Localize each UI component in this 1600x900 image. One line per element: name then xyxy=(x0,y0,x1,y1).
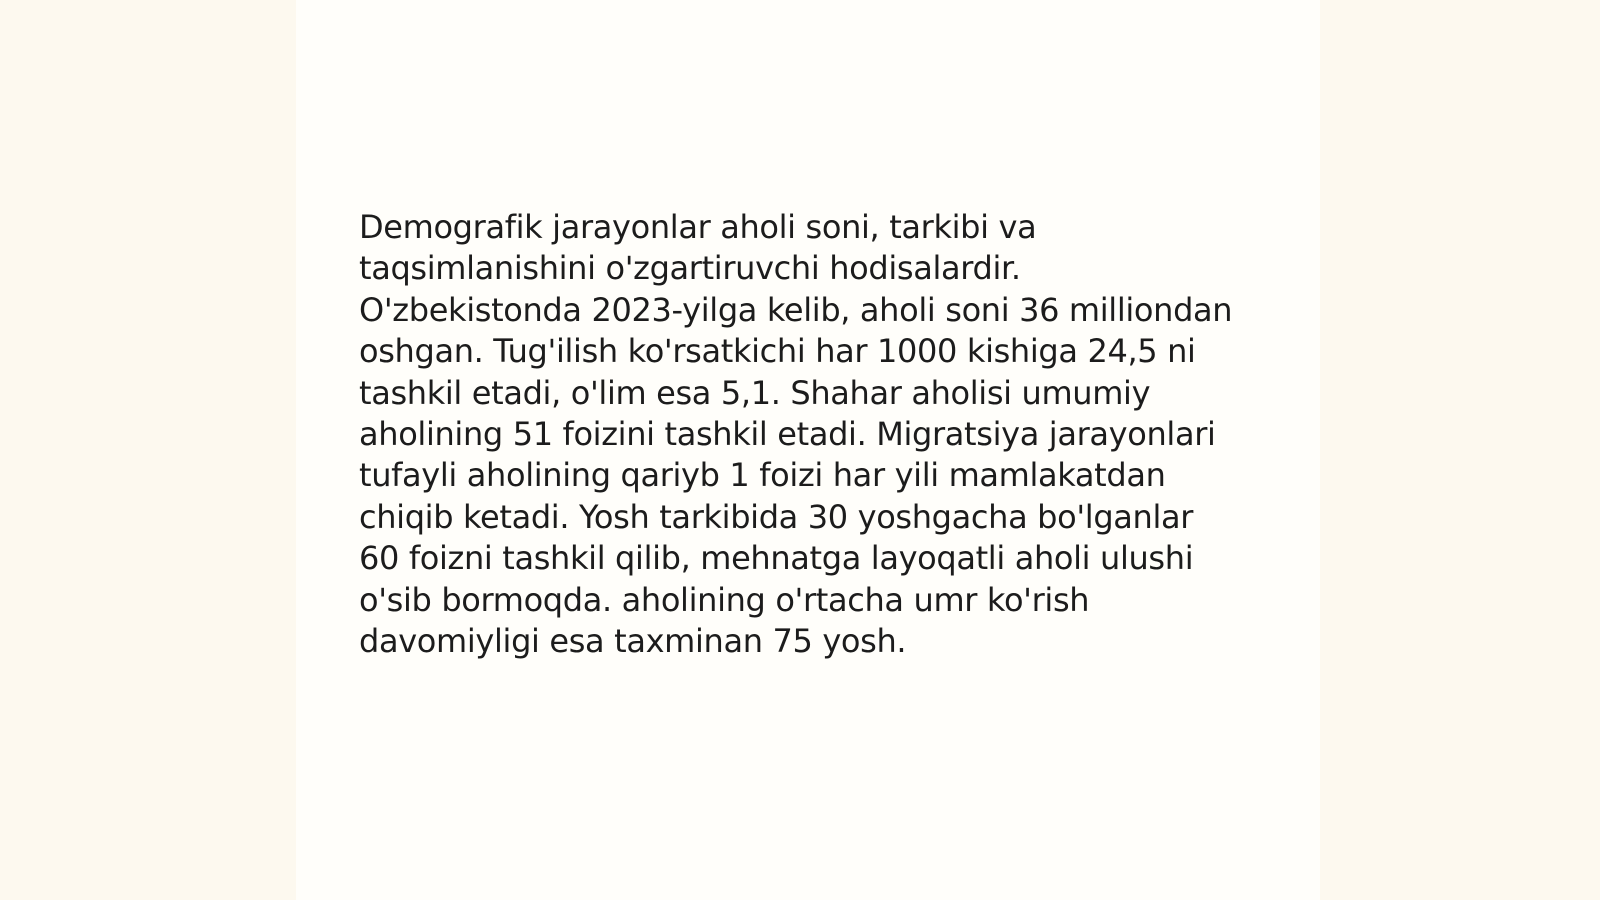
body-paragraph: Demografik jarayonlar aholi soni, tarkibi va taqsimlanishini o'zgartiruvchi hodisalardir. O'zbekistonda 2023-yilga kelib, aholi soni 36 milliondan oshgan. Tug'ilish ko'rsatkichi har 1000 kishiga 24,5 ni tashkil etadi, o'lim esa 5,1. Shahar aholisi umumiy aholining 51 foizini tashkil etadi. Migratsiya jarayonlari tufayli aholining qariyb 1 foizi har yili mamlakatdan chiqib ketadi. Yosh tarkibida 30 yoshgacha bo'lganlar 60 foizni tashkil qilib, mehnatga layoqatli aholi ulushi o'sib bormoqda. aholining o'rtacha umr ko'rish davomiyligi esa taxminan 75 yosh. xyxy=(359,208,1233,661)
document-page xyxy=(296,0,1320,900)
